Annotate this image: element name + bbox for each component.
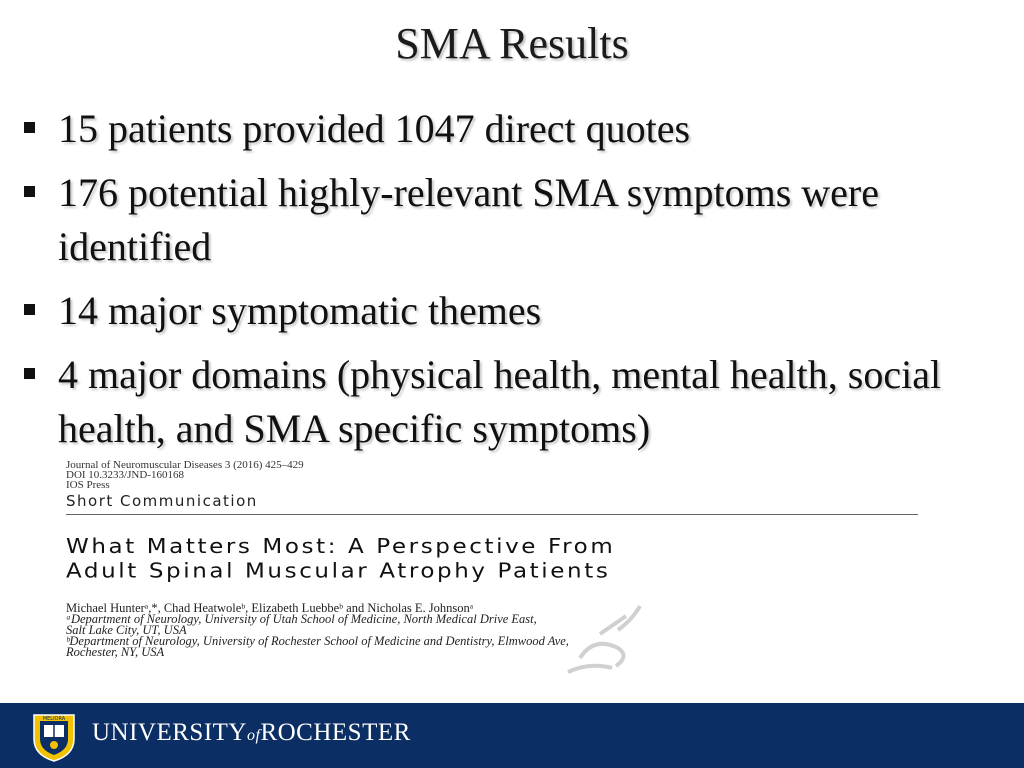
square-bullet-icon <box>24 368 35 379</box>
square-bullet-icon <box>24 186 35 197</box>
paper-authors: Michael Hunterᵃ,*, Chad Heatwoleᵇ, Elizabeth Luebbeᵇ and Nicholas E. Johnsonᵃ <box>66 601 474 615</box>
bullet-item <box>20 348 1010 456</box>
paper-affiliation: Rochester, NY, USA <box>66 645 165 659</box>
paper-title-line: What Matters Most: A Perspective From <box>66 535 616 559</box>
paper-title-line: Adult Spinal Muscular Atrophy Patients <box>66 559 611 583</box>
watermark-stamp-icon <box>560 596 650 676</box>
university-seal-icon <box>30 711 78 763</box>
bullet-item <box>20 102 1010 156</box>
square-bullet-icon <box>24 304 35 315</box>
slide-title: SMA Results <box>395 19 629 68</box>
bullet-item <box>20 284 1010 338</box>
paper-title <box>66 535 918 584</box>
university-wordmark: UNIVERSITYofROCHESTER <box>92 719 411 746</box>
paper-divider <box>66 514 918 515</box>
bullet-text: 14 major symptomatic themes <box>58 288 542 333</box>
journal-publisher: IOS Press <box>66 479 110 491</box>
svg-text:MELIORA: MELIORA <box>42 716 66 722</box>
bullet-text: 4 major domains (physical health, mental health, social health, and SMA specific symptoms) <box>58 352 942 451</box>
journal-citation: Journal of Neuromuscular Diseases 3 (2016) 425–429 <box>66 460 304 471</box>
bullet-text: 176 potential highly-relevant SMA symptoms were identified <box>58 170 879 269</box>
bullet-text: 15 patients provided 1047 direct quotes <box>58 106 691 151</box>
paper-affiliation: ᵃDepartment of Neurology, University of Utah School of Medicine, North Medical Drive East, <box>66 612 537 626</box>
paper-affiliation: Salt Lake City, UT, USA <box>66 623 187 637</box>
paper-type: Short Communication <box>66 492 258 510</box>
bullet-list <box>20 102 1010 466</box>
square-bullet-icon <box>24 122 35 133</box>
footer-bar <box>0 703 1024 768</box>
bullet-item <box>20 166 1010 274</box>
journal-doi: DOI 10.3233/JND-160168 <box>66 469 184 481</box>
paper-affiliation: ᵇDepartment of Neurology, University of Rochester School of Medicine and Dentistry, Elmwood Ave, <box>66 634 569 648</box>
paper-excerpt-image <box>66 460 918 674</box>
